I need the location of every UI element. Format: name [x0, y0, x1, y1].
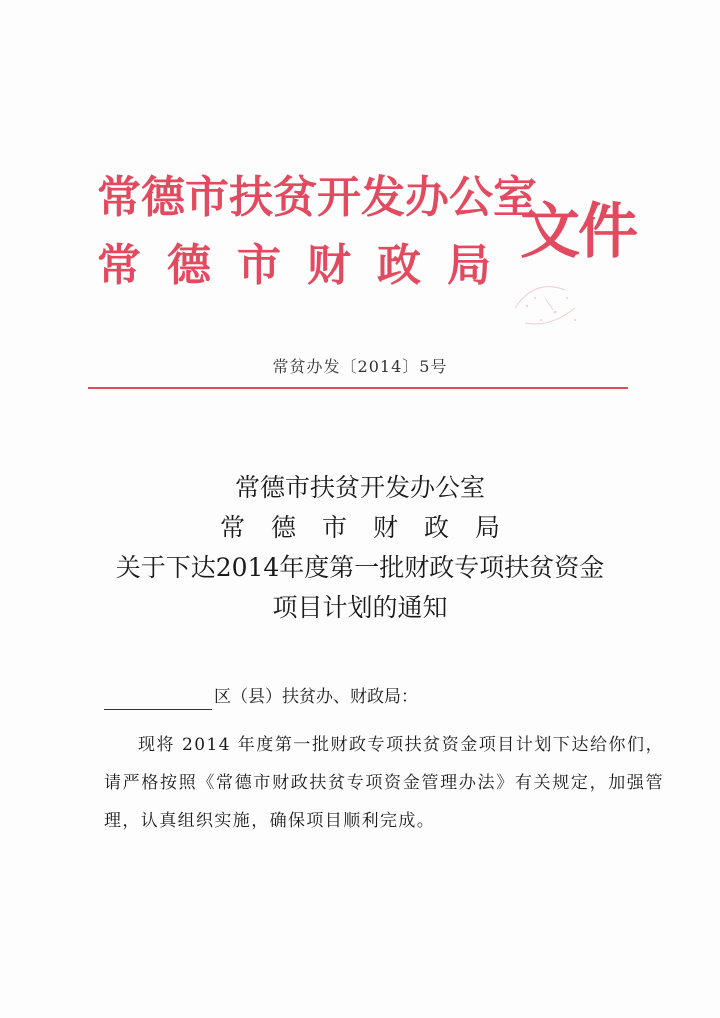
body-paragraph: 现将 2014 年度第一批财政专项扶贫资金项目计划下达给你们，请严格按照《常德市财政扶贫专项资金管理办法》有关规定，加强管理，认真组织实施，确保项目顺利完成。 [104, 735, 664, 831]
seal-stamp-mark [505, 268, 593, 340]
red-divider-line [88, 387, 628, 389]
salutation [104, 684, 418, 710]
title-line-2: 常德市财政局 [219, 513, 526, 542]
title-line-1: 常德市扶贫开发办公室 [234, 473, 485, 502]
fill-in-blank [104, 691, 212, 710]
letterhead-doc-word: 文件 [520, 197, 636, 267]
letterhead-issuer-1: 常德市扶贫开发办公室 [97, 172, 537, 223]
title-line-3: 关于下达2014年度第一批财政专项扶贫资金 [115, 553, 605, 582]
document-number: 常贫办发〔2014〕5号 [272, 357, 448, 376]
letterhead-issuer-2: 常德市财政局 [97, 240, 517, 291]
title-line-4: 项目计划的通知 [272, 593, 448, 622]
document-title [80, 468, 640, 628]
salutation-text: 区（县）扶贫办、财政局： [214, 687, 418, 707]
